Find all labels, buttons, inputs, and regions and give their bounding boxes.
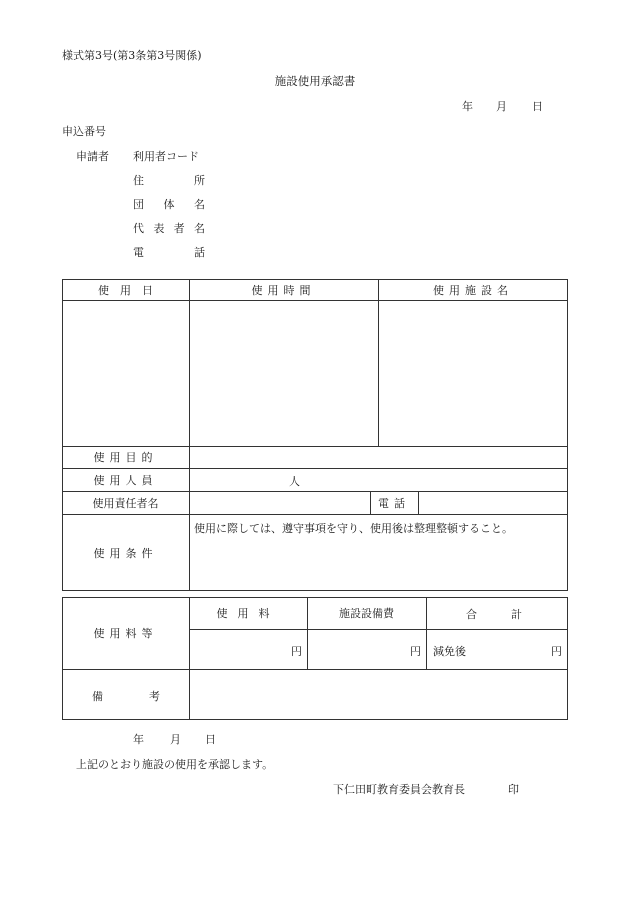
col-facility-name: 使用施設名 bbox=[433, 283, 513, 297]
conditions-text: 使用に際しては、遵守事項を守り、使用後は整理整頓すること。 bbox=[194, 522, 513, 535]
purpose-label: 使用目的 bbox=[93, 451, 158, 464]
phone-label: 電 話 bbox=[133, 246, 205, 259]
fees-label: 使用料等 bbox=[93, 627, 158, 640]
total-yen: 円 bbox=[551, 645, 562, 658]
address-label: 住 所 bbox=[133, 174, 205, 187]
issuer-name: 下仁田町教育委員会教育長 bbox=[333, 783, 465, 796]
usage-date-field[interactable] bbox=[62, 300, 189, 446]
col-usage-fee: 使用料 bbox=[216, 607, 280, 620]
form-number: 様式第3号(第3条第3号関係) bbox=[62, 49, 202, 62]
responsible-name-field[interactable] bbox=[189, 491, 370, 514]
equipment-fee-yen: 円 bbox=[410, 645, 421, 658]
remarks-label: 備 考 bbox=[92, 690, 160, 703]
fee-header-divider bbox=[189, 629, 568, 630]
approval-text: 上記のとおり施設の使用を承認します。 bbox=[76, 758, 274, 771]
approval-day-label: 日 bbox=[205, 733, 216, 746]
approval-year-label: 年 bbox=[133, 733, 144, 746]
facility-name-field[interactable] bbox=[378, 300, 568, 446]
col-equipment-fee: 施設設備費 bbox=[339, 607, 394, 620]
after-reduction-label: 減免後 bbox=[433, 645, 466, 658]
col-usage-date: 使 用 日 bbox=[98, 283, 153, 297]
group-name-label: 団 体 名 bbox=[133, 198, 205, 211]
conditions-label: 使用条件 bbox=[93, 546, 158, 560]
form-title: 施設使用承認書 bbox=[274, 74, 356, 88]
approval-month-label: 月 bbox=[170, 733, 181, 746]
people-unit: 人 bbox=[289, 475, 300, 488]
col-usage-time: 使用時間 bbox=[251, 283, 316, 297]
responsible-phone-label: 電話 bbox=[378, 496, 410, 510]
application-number-label: 申込番号 bbox=[62, 125, 106, 138]
seal-mark: 印 bbox=[508, 783, 519, 796]
usage-time-field[interactable] bbox=[189, 300, 378, 446]
fee-col-divider-2 bbox=[426, 597, 427, 669]
responsible-phone-field[interactable] bbox=[418, 491, 568, 514]
representative-label: 代 表 者 名 bbox=[133, 222, 205, 235]
responsible-label: 使用責任者名 bbox=[92, 496, 159, 510]
date-month-label: 月 bbox=[496, 100, 507, 113]
col-total: 合 計 bbox=[466, 608, 522, 621]
user-code-label: 利用者コード bbox=[133, 150, 199, 163]
usage-fee-yen: 円 bbox=[291, 645, 302, 658]
remarks-field[interactable] bbox=[189, 669, 568, 720]
date-day-label: 日 bbox=[532, 100, 543, 113]
purpose-field[interactable] bbox=[189, 446, 568, 468]
date-year-label: 年 bbox=[462, 100, 473, 113]
people-label: 使用人員 bbox=[93, 473, 158, 487]
applicant-label: 申請者 bbox=[76, 150, 109, 163]
